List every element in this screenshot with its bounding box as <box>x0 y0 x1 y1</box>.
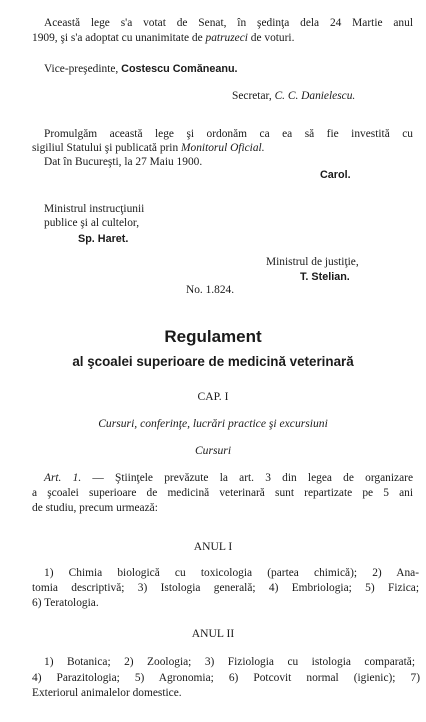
king-signature: Carol. <box>320 169 351 181</box>
promulgation-date: Dat în Bucureşti, la 27 Maiu 1900. <box>44 156 203 168</box>
secretary-name: C. C. Danielescu. <box>274 90 356 102</box>
vice-president-label: Vice-preşedinte, <box>44 63 119 75</box>
year-2-line-2: 4) Parazitologia; 5) Agronomia; 6) Potcovit normal (igienic); 7) <box>32 672 420 684</box>
minister-justice-name: T. Stelian. <box>300 271 350 283</box>
article-1-text: — Ştiinţele prevăzute la art. 3 din legea de organizare <box>92 472 413 484</box>
minister-instruction-line-2: publice şi al cultelor, <box>44 217 140 229</box>
chapter-title: Cursuri, conferinţe, lucrări practice şi excursiuni <box>98 417 328 430</box>
article-1-line-3: de studiu, precum urmează: <box>32 502 158 514</box>
vote-count-italic: patruzeci <box>205 32 248 44</box>
vote-text-start: 1909, şi s'a adoptat cu unanimitate de <box>32 32 203 44</box>
vice-president-name: Costescu Comăneanu. <box>121 63 238 75</box>
minister-instruction-name: Sp. Haret. <box>78 233 129 245</box>
article-1-line-1 <box>44 471 413 485</box>
monitor-oficial-italic: Monitorul Oficial. <box>181 142 265 154</box>
secretary-line <box>232 89 355 103</box>
year-1-line-3: 6) Teratologia. <box>32 597 99 609</box>
vote-text-end: de voturi. <box>250 32 295 44</box>
minister-instruction-line-1: Ministrul instrucţiunii <box>44 203 145 215</box>
chapter-heading: CAP. I <box>197 390 229 403</box>
section-heading: Cursuri <box>194 444 232 457</box>
promulgation-line-1: Promulgăm această lege şi ordonăm ca ea să fie investită cu <box>44 128 413 140</box>
vice-president-line <box>44 62 238 76</box>
article-1-line-2: a şcoalei superioare de medicină veterinară sunt repartizate pe 5 ani <box>32 487 413 499</box>
year-1-line-2: tomia descriptivă; 3) Istologia generală; 4) Embriologia; 5) Fizica; <box>32 582 419 594</box>
minister-justice-line-1: Ministrul de justiţie, <box>266 256 359 268</box>
promulgation-line-2 <box>32 141 265 155</box>
year-2-line-1: 1) Botanica; 2) Zoologia; 3) Fiziologia cu istologia comparată; <box>44 656 415 668</box>
vote-line-1: Această lege s'a votat de Senat, în şedinţa dela 24 Martie anul <box>44 17 413 29</box>
decree-number: No. 1.824. <box>186 284 235 296</box>
year-2-line-3: Exteriorul animalelor domestice. <box>32 687 182 699</box>
year-2-heading: ANUL II <box>191 627 235 640</box>
year-1-heading: ANUL I <box>193 540 233 553</box>
regulation-subtitle: al şcoalei superioare de medicină veterinară <box>72 354 354 369</box>
promulgation-text: sigiliul Statului şi publicată prin <box>32 142 179 154</box>
secretary-label: Secretar, <box>232 90 272 102</box>
regulation-title: Regulament <box>164 327 262 346</box>
article-1-label: Art. 1. <box>44 472 82 484</box>
year-1-line-1: 1) Chimia biologică cu toxicologia (partea chimică); 2) Ana- <box>44 567 419 579</box>
vote-line-2 <box>32 31 412 45</box>
